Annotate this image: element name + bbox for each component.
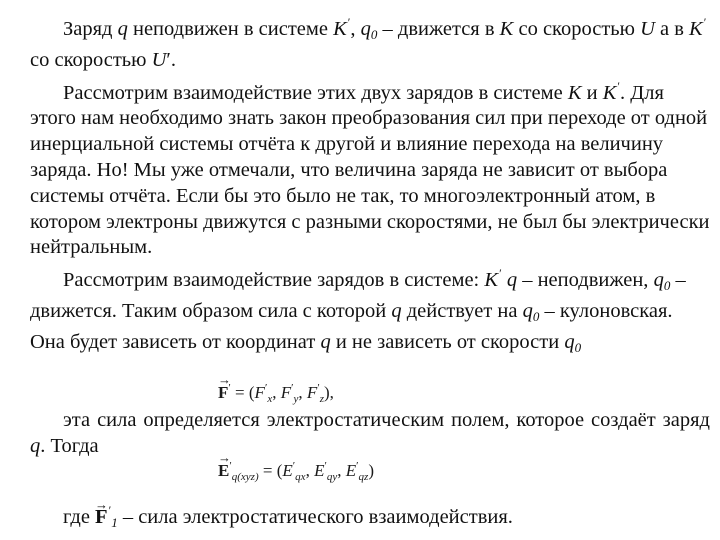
document-text	[30, 10, 710, 361]
paragraph-4-block	[30, 408, 710, 460]
paragraph-5: где → $F'_1$ – сила электростатического взаимодействия.	[63, 498, 513, 536]
paragraph-4: эта сила определяется электростатическим полем, которое создаёт заряд q. Тогда	[30, 409, 710, 457]
paragraph-2: Рассмотрим взаимодействие этих двух зарядов в системе K и K′. Для этого нам необходимо знать закон преобразования сил при переходе от одной инерциальной системы отчёта к другой и влияние перехода на величину заряда. Но! Мы уже отмечали, что величина заряда не зависит от выбора системы отчёта. Если бы это было не так, то многоэлектронный атом, в котором электроны движутся с разными скоростями, не был бы электрически нейтральным.	[30, 78, 710, 259]
paragraph-3: Рассмотрим взаимодействие зарядов в системе: K′ q – неподвижен, $q_0$ – движется. Таким образом сила с которой q действует на $q_0$ – кулоновская. Она будет зависеть от координат q и не зависеть от скорости $q_0$	[30, 266, 686, 355]
formula-force-components: → $F' = (F'_x$, $F'_y$, $F'_z$),	[218, 378, 334, 409]
paragraph-1: Заряд q неподвижен в системе K′, $q_0$ – движется в K со скоростью U а в K′ со скоростью U′.	[30, 15, 707, 71]
formula-field-components: → $E'_{q(xyz)} = (E'_{qx}$, $E'_{qy}$, $E'_{qz}$)	[218, 456, 374, 487]
